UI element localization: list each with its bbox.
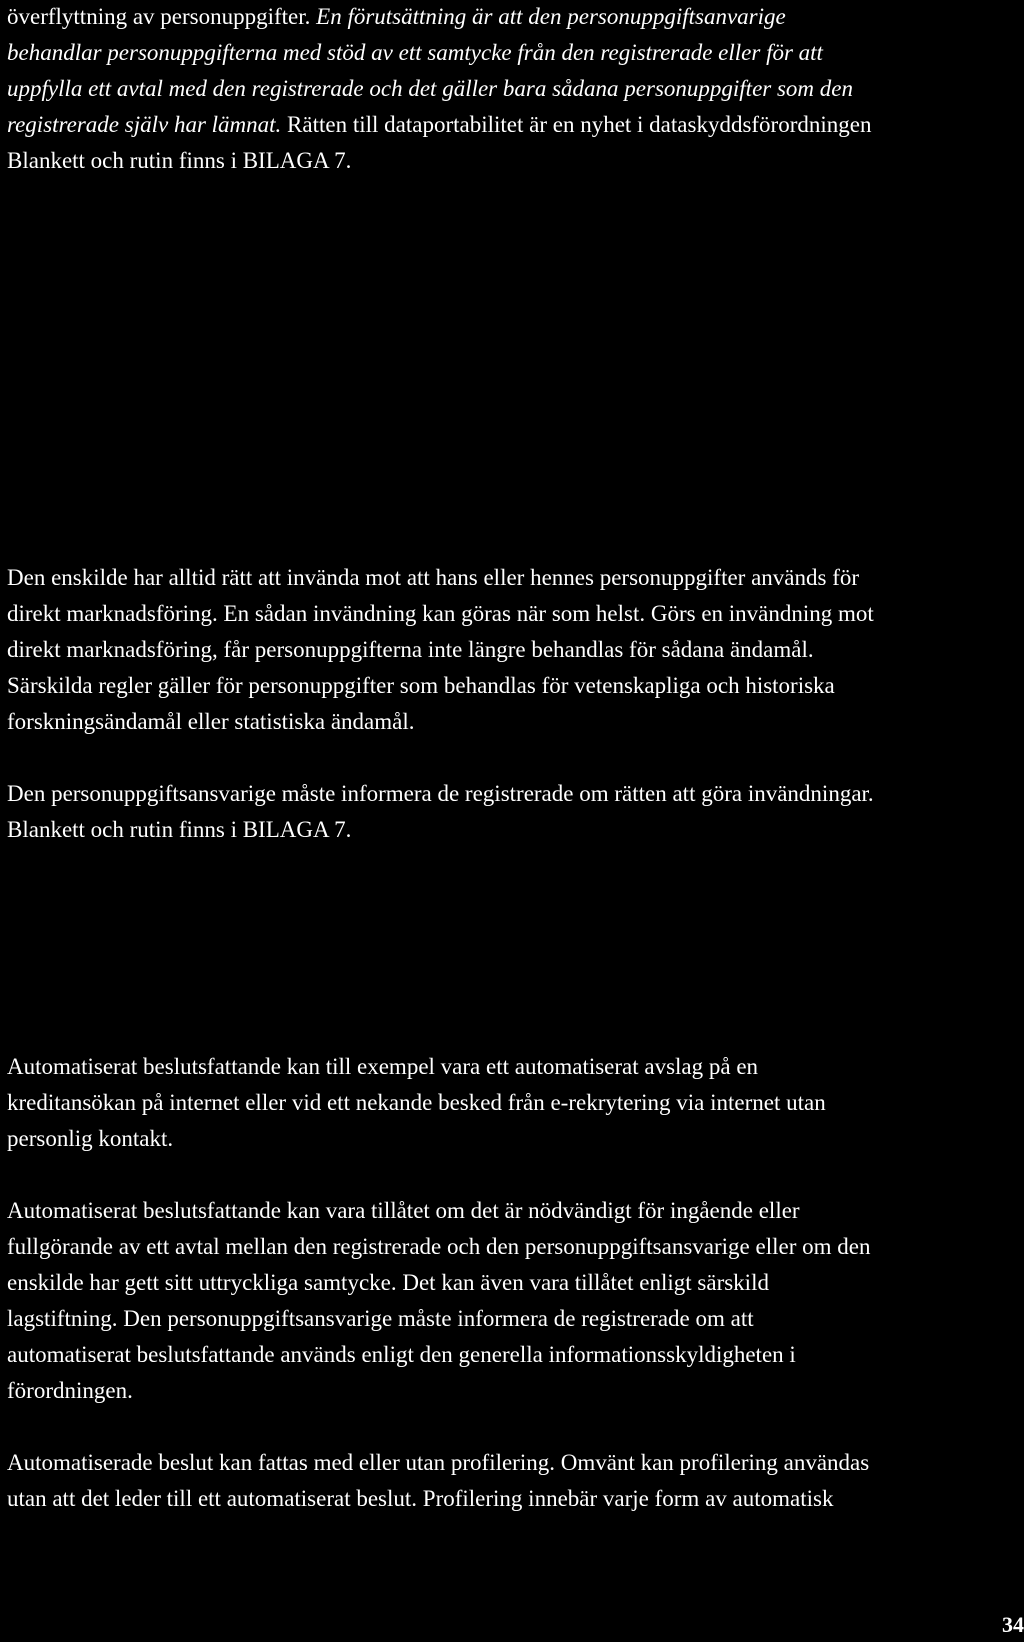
paragraph-line [7,0,786,34]
paragraph-line: behandlar personuppgifterna med stöd av ett samtycke från den registrerade eller för att [7,40,823,65]
paragraph-line: forskningsändamål eller statistiska ändamål. [7,709,415,734]
paragraph-line: Automatiserat beslutsfattande kan till exempel vara ett automatiserat avslag på en [7,1054,759,1079]
paragraph-line: personlig kontakt. [7,1126,174,1151]
paragraph-line: direkt marknadsföring, får personuppgifterna inte längre behandlas för sådana ändamål. [7,637,814,662]
paragraph-line: utan att det leder till ett automatiserat beslut. Profilering innebär varje form av automatisk [7,1486,834,1511]
paragraph-line: Blankett och rutin finns i BILAGA 7. [7,817,352,842]
italic-text-run: En förutsättning är att den personuppgiftsanvarige [316,4,786,29]
paragraph-line: uppfylla ett avtal med den registrerade och det gäller bara sådana personuppgifter som den [7,76,853,101]
paragraph-line: kreditansökan på internet eller vid ett nekande besked från e-rekrytering via internet utan [7,1090,826,1115]
paragraph-line: fullgörande av ett avtal mellan den registrerade och den personuppgiftsansvarige eller om den [7,1234,871,1259]
paragraph-line: direkt marknadsföring. En sådan invändning kan göras när som helst. Görs en invändning mot [7,601,874,626]
paragraph-line: automatiserat beslutsfattande används enligt den generella informationsskyldigheten i [7,1342,796,1367]
paragraph-line: Särskilda regler gäller för personuppgifter som behandlas för vetenskapliga och historiska [7,673,835,698]
page-number: 34 [1002,1612,1024,1637]
text-run: överflyttning av personuppgifter. [7,4,317,29]
paragraph-line: Automatiserat beslutsfattande kan vara tillåtet om det är nödvändigt för ingående eller [7,1198,800,1223]
paragraph-line: Den personuppgiftsansvarige måste informera de registrerade om rätten att göra invändningar. [7,781,874,806]
italic-text-run: registrerade själv har lämnat. [7,112,282,137]
paragraph-line: Automatiserade beslut kan fattas med eller utan profilering. Omvänt kan profilering användas [7,1450,870,1475]
text-run: Rätten till dataportabilitet är en nyhet i dataskyddsförordningen [281,112,872,137]
paragraph-line [7,108,871,142]
paragraph-line: enskilde har gett sitt uttryckliga samtycke. Det kan även vara tillåtet enligt särskild [7,1270,769,1295]
paragraph-line: Den enskilde har alltid rätt att invända mot att hans eller hennes personuppgifter används för [7,565,860,590]
paragraph-line: lagstiftning. Den personuppgiftsansvarige måste informera de registrerade om att [7,1306,754,1331]
paragraph-line: Blankett och rutin finns i BILAGA 7. [7,148,352,173]
paragraph-line: förordningen. [7,1378,133,1403]
